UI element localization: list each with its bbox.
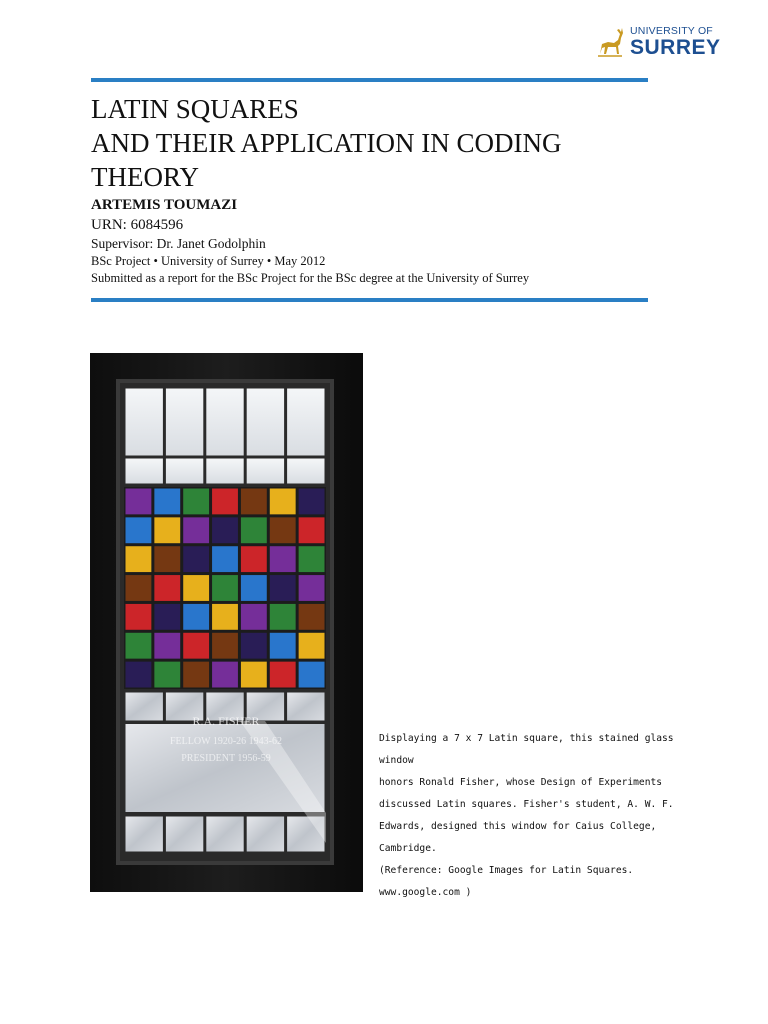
grid-cell <box>126 517 152 543</box>
grid-cell <box>299 633 325 659</box>
clear-pane <box>247 389 284 456</box>
clear-pane <box>206 389 243 456</box>
title-line-1: LATIN SQUARES <box>91 94 299 124</box>
bottom-divider <box>91 298 648 302</box>
clear-pane <box>287 389 324 456</box>
grid-cell <box>126 604 152 630</box>
grid-cell <box>212 633 238 659</box>
grid-cell <box>270 575 296 601</box>
grid-cell <box>212 575 238 601</box>
grid-cell <box>241 662 267 688</box>
grid-cell <box>299 489 325 515</box>
caption-line-3: discussed Latin squares. Fisher's student, A. W. F. <box>379 799 674 810</box>
grid-cell <box>183 517 209 543</box>
clear-pane <box>287 693 324 721</box>
grid-cell <box>154 633 180 659</box>
grid-cell <box>299 517 325 543</box>
grid-cell <box>126 575 152 601</box>
clear-pane <box>166 389 203 456</box>
clear-pane <box>206 459 243 484</box>
submission-statement: Submitted as a report for the BSc Project for the BSc degree at the University of Surrey <box>91 271 530 285</box>
grid-cell <box>154 546 180 572</box>
clear-pane <box>126 389 163 456</box>
inscription-line-2: FELLOW 1920-26 1943-62 <box>169 736 283 747</box>
grid-cell <box>126 546 152 572</box>
caption-line-2: honors Ronald Fisher, whose Design of Experiments <box>379 777 663 788</box>
photo-caption <box>379 728 709 904</box>
grid-cell <box>299 662 325 688</box>
grid-cell <box>299 546 325 572</box>
university-logo <box>594 22 734 62</box>
caption-line-5: Cambridge. <box>379 843 437 854</box>
grid-cell <box>154 662 180 688</box>
clear-pane <box>247 459 284 484</box>
grid-cell <box>241 489 267 515</box>
inscription-line-3: PRESIDENT 1956-59 <box>181 753 271 764</box>
grid-cell <box>270 517 296 543</box>
grid-cell <box>154 517 180 543</box>
grid-cell <box>126 662 152 688</box>
upper-clear-panes <box>126 389 325 484</box>
grid-cell <box>126 633 152 659</box>
report-title <box>91 92 651 194</box>
caption-line-1: Displaying a 7 x 7 Latin square, this stained glass window <box>379 733 674 766</box>
grid-cell <box>212 546 238 572</box>
grid-cell <box>154 575 180 601</box>
clear-pane <box>206 817 243 852</box>
grid-cell <box>270 604 296 630</box>
grid-cell <box>126 489 152 515</box>
logo-line1: UNIVERSITY OF <box>630 25 713 38</box>
logo-line2: SURREY <box>630 35 721 59</box>
clear-pane <box>287 459 324 484</box>
grid-cell <box>183 604 209 630</box>
logo-wordmark <box>630 26 721 58</box>
grid-cell <box>270 546 296 572</box>
grid-cell <box>299 604 325 630</box>
title-line-3: THEORY <box>91 162 199 192</box>
stained-glass-photo <box>90 353 363 892</box>
grid-cell <box>270 489 296 515</box>
grid-cell <box>183 546 209 572</box>
stained-glass-window <box>90 353 363 892</box>
grid-cell <box>154 604 180 630</box>
clear-pane <box>126 817 163 852</box>
top-divider <box>91 78 648 82</box>
caption-line-6: (Reference: Google Images for Latin Squares. <box>379 865 634 876</box>
stag-icon <box>594 24 626 60</box>
grid-cell <box>183 662 209 688</box>
grid-cell <box>212 517 238 543</box>
grid-cell <box>241 575 267 601</box>
clear-pane <box>166 459 203 484</box>
title-line-2: AND THEIR APPLICATION IN CODING <box>91 128 562 158</box>
clear-pane <box>126 693 163 721</box>
grid-cell <box>241 633 267 659</box>
grid-cell <box>241 604 267 630</box>
grid-cell <box>183 489 209 515</box>
grid-cell <box>212 662 238 688</box>
grid-cell <box>270 633 296 659</box>
grid-cell <box>241 546 267 572</box>
inscription-line-1: R.A. FISHER <box>192 714 260 728</box>
project-line: BSc Project • University of Surrey • May 2012 <box>91 254 326 268</box>
grid-cell <box>241 517 267 543</box>
latin-square-grid <box>124 487 326 689</box>
grid-cell <box>212 604 238 630</box>
caption-line-7: www.google.com ) <box>379 887 472 898</box>
author-name: ARTEMIS TOUMAZI <box>91 197 238 213</box>
clear-pane <box>247 817 284 852</box>
clear-pane <box>166 817 203 852</box>
grid-cell <box>183 575 209 601</box>
grid-cell <box>154 489 180 515</box>
urn-number: URN: 6084596 <box>91 217 184 233</box>
grid-cell <box>299 575 325 601</box>
grid-cell <box>183 633 209 659</box>
caption-line-4: Edwards, designed this window for Caius College, <box>379 821 657 832</box>
supervisor-line: Supervisor: Dr. Janet Godolphin <box>91 236 266 251</box>
grid-cell <box>270 662 296 688</box>
grid-cell <box>212 489 238 515</box>
clear-pane <box>126 459 163 484</box>
